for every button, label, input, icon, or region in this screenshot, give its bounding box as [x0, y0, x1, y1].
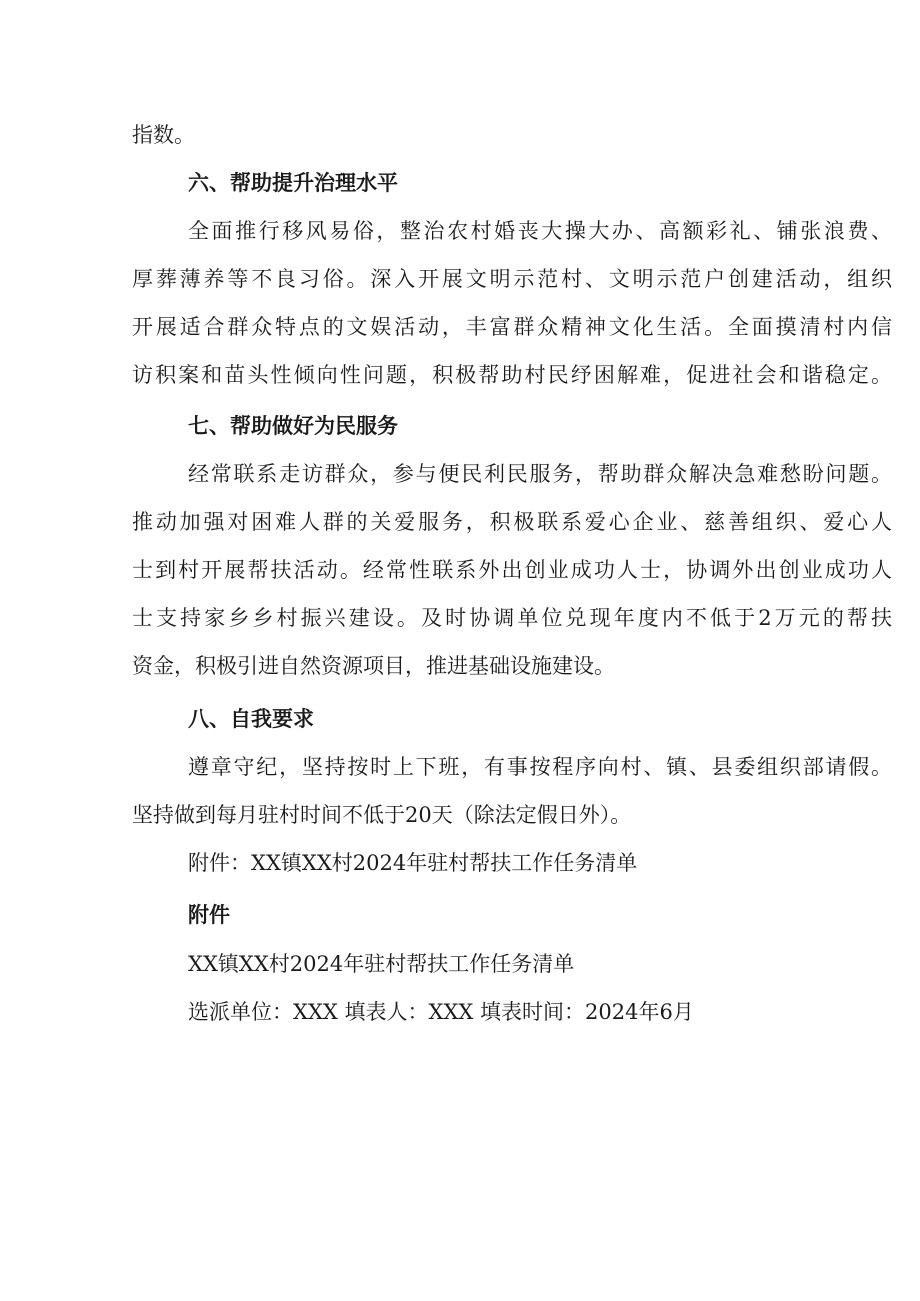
paragraph-line: 坚持做到每月驻村时间不低于20天（除法定假日外）。: [132, 803, 632, 827]
paragraph-line: 推动加强对困难人群的关爱服务，积极联系爱心企业、慈善组织、爱心人: [132, 510, 892, 534]
attachment-title: XX镇XX村2024年驻村帮扶工作任务清单: [188, 952, 575, 976]
paragraph-line: 士支持家乡乡村振兴建设。及时协调单位兑现年度内不低于2万元的帮扶: [132, 606, 892, 630]
paragraph-line: 访积案和苗头性倾向性问题，积极帮助村民纾困解难，促进社会和谐稳定。: [132, 363, 892, 387]
paragraph-line: 全面推行移风易俗，整治农村婚丧大操大办、高额彩礼、铺张浪费、: [188, 219, 892, 243]
paragraph-line: 遵章守纪，坚持按时上下班，有事按程序向村、镇、县委组织部请假。: [188, 755, 892, 779]
attachment-meta: 选派单位：XXX 填表人：XXX 填表时间：2024年6月: [188, 1000, 694, 1024]
paragraph-line: 经常联系走访群众，参与便民利民服务，帮助群众解决急难愁盼问题。: [188, 462, 892, 486]
attachment-heading: 附件: [188, 903, 230, 927]
attachment-note: 附件：XX镇XX村2024年驻村帮扶工作任务清单: [188, 851, 638, 875]
paragraph-line: 士到村开展帮扶活动。经常性联系外出创业成功人士，协调外出创业成功人: [132, 558, 892, 582]
paragraph-continuation: 指数。: [132, 123, 195, 147]
paragraph-line: 厚葬薄养等不良习俗。深入开展文明示范村、文明示范户创建活动，组织: [132, 267, 892, 291]
section-heading-7: 七、帮助做好为民服务: [188, 414, 398, 438]
section-heading-6: 六、帮助提升治理水平: [188, 171, 398, 195]
paragraph-line: 资金，积极引进自然资源项目，推进基础设施建设。: [132, 654, 615, 678]
section-heading-8: 八、自我要求: [188, 707, 314, 731]
paragraph-line: 开展适合群众特点的文娱活动，丰富群众精神文化生活。全面摸清村内信: [132, 315, 892, 339]
